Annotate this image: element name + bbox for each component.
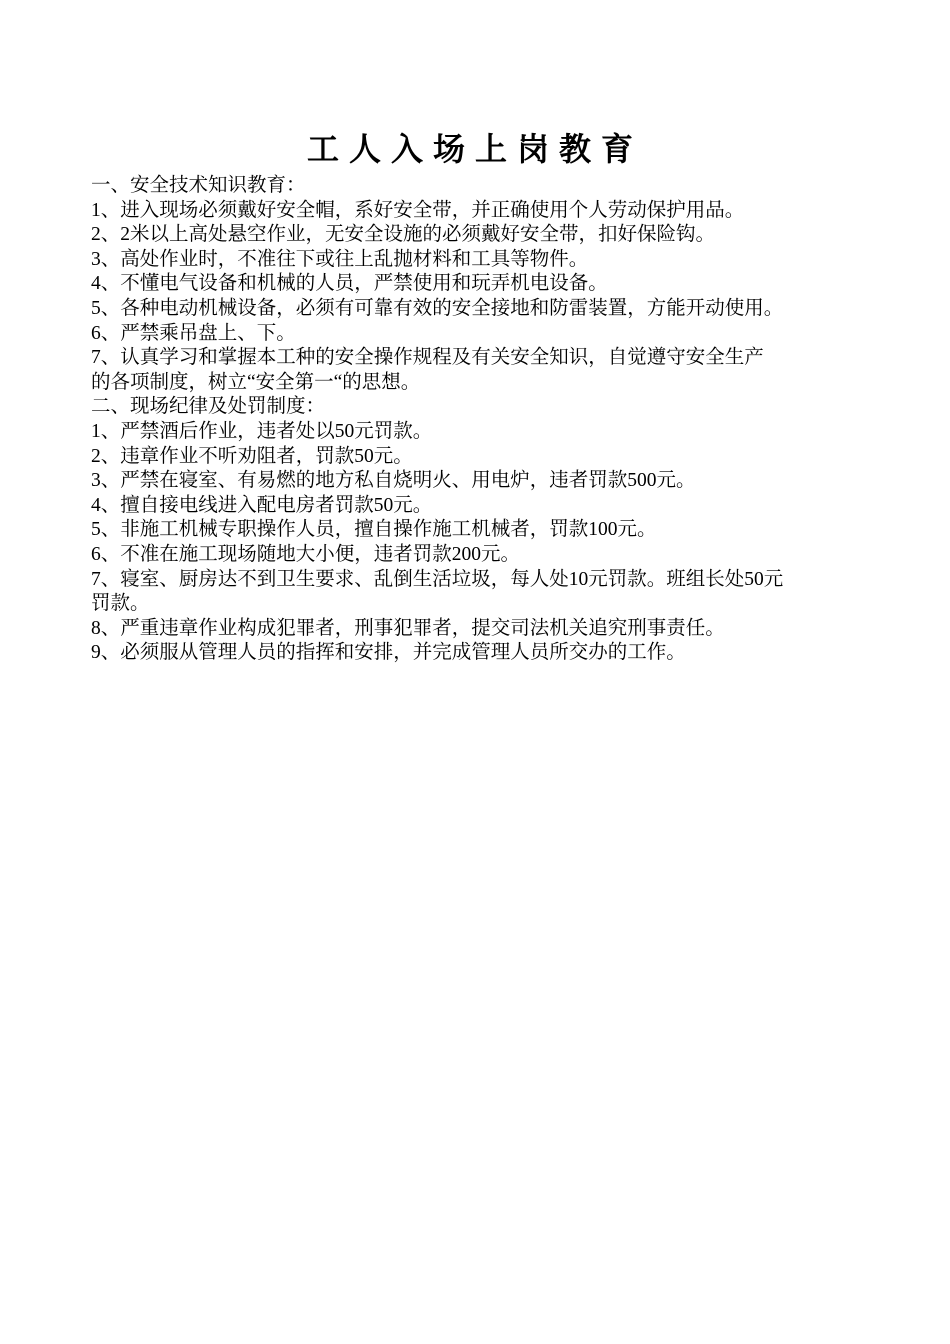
section-heading-discipline: 二、现场纪律及处罚制度：: [91, 396, 326, 418]
rule-discipline-9: 9、必须服从管理人员的指挥和安排，并完成管理人员所交办的工作。: [91, 642, 686, 664]
rule-discipline-6: 6、不准在施工现场随地大小便，违者罚款200元。: [91, 543, 521, 565]
document-body: [91, 174, 863, 666]
rule-discipline-4: 4、擅自接电线进入配电房者罚款50元。: [91, 494, 433, 516]
rule-discipline-7: 7、寝室、厨房达不到卫生要求、乱倒生活垃圾，每人处10元罚款。班组长处50元: [91, 568, 784, 590]
rule-discipline-8: 8、严重违章作业构成犯罪者，刑事犯罪者，提交司法机关追究刑事责任。: [91, 617, 725, 639]
rule-safety-2: 2、2米以上高处悬空作业，无安全设施的必须戴好安全带，扣好保险钩。: [91, 224, 716, 246]
rule-discipline-2: 2、违章作业不听劝阻者，罚款50元。: [91, 445, 413, 467]
rule-discipline-3: 3、严禁在寝室、有易燃的地方私自烧明火、用电炉，违者罚款500元。: [91, 470, 696, 492]
rule-safety-6: 6、严禁乘吊盘上、下。: [91, 322, 296, 344]
rule-safety-1: 1、进入现场必须戴好安全帽，系好安全带，并正确使用个人劳动保护用品。: [91, 199, 745, 221]
rule-discipline-5: 5、非施工机械专职操作人员，擅自操作施工机械者，罚款100元。: [91, 519, 657, 541]
rule-safety-4: 4、不懂电气设备和机械的人员，严禁使用和玩弄机电设备。: [91, 273, 608, 295]
rule-discipline-7-continued: 罚款。: [91, 593, 150, 615]
rule-safety-5: 5、各种电动机械设备，必须有可靠有效的安全接地和防雷装置，方能开动使用。: [91, 297, 784, 319]
rule-safety-7-continued: 的各项制度，树立“安全第一“的思想。: [91, 371, 421, 393]
page-title: 工人入场上岗教育: [306, 130, 643, 168]
rule-discipline-1: 1、严禁酒后作业，违者处以50元罚款。: [91, 420, 433, 442]
rule-safety-3: 3、高处作业时，不准往下或往上乱抛材料和工具等物件。: [91, 248, 589, 270]
rule-safety-7: 7、认真学习和掌握本工种的安全操作规程及有关安全知识，自觉遵守安全生产: [91, 347, 764, 369]
section-heading-safety-knowledge: 一、安全技术知识教育：: [91, 175, 306, 196]
